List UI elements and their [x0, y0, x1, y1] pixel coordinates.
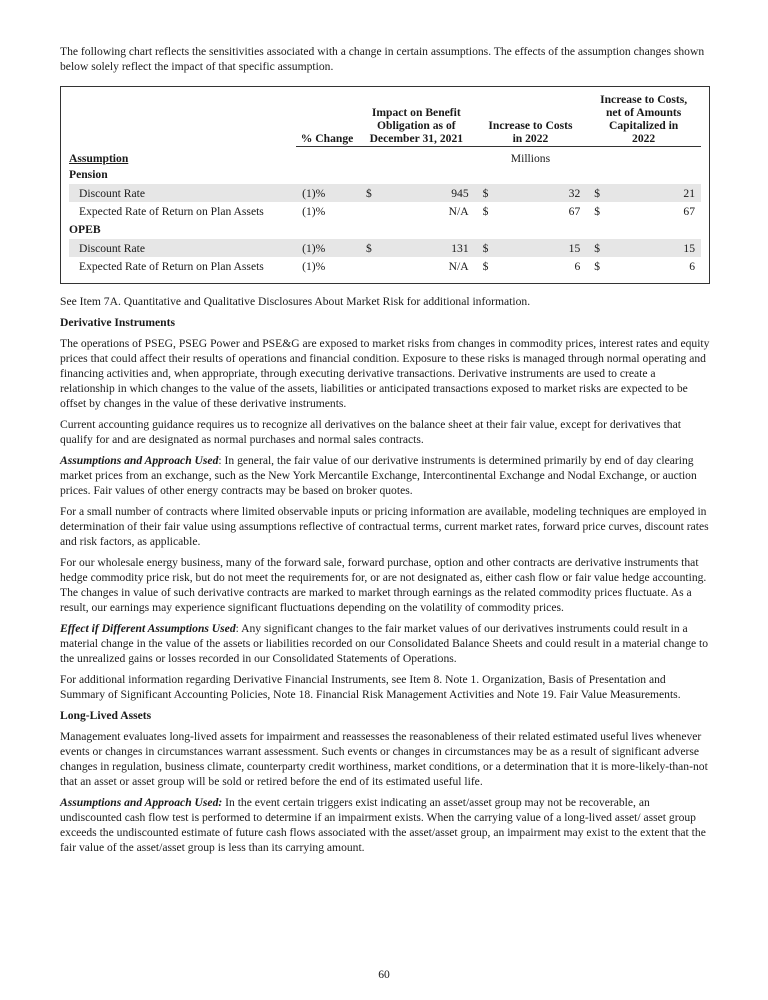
derivatives-paragraph-1: The operations of PSEG, PSEG Power and PSE&G are exposed to market risks from changes in commodity prices, interest rates and equity prices that could affect their results of operations and financial condition. Exposure to these risks is managed through normal operating and financing activities and, when appropriate, through executing derivative transactions. Derivative instruments are used to create a relationship in which changes to the value of the assets, liabilities or anticipated transactions exposed to market risks are expected to be offset by changes in the value of these derivative instruments.: [60, 337, 710, 410]
long-lived-paragraph-1: Management evaluates long-lived assets for impairment and reassesses the reasonableness of their related estimated useful lives whenever events or changes in circumstances warrant assessment. Such events or changes in circumstances may be as a result of significant adverse changes in regulation, business climate, counterparty credit worthiness, market conditions, or a determination that it is more-likely-than-not that an asset or asset group will be sold or retired before the end of its estimated useful life.: [60, 730, 708, 788]
header-net-line: 2022: [632, 132, 656, 145]
row-label: Discount Rate: [69, 184, 296, 202]
page-number: 60: [378, 968, 390, 981]
paragraph-text: In the event certain triggers exist indicating an asset/asset group may not be recoverable, an undiscounted cash flow test is performed to determine if an impairment exists. When the carrying value of a long-lived asset/ asset group exceeds the undiscounted estimate of future cash flows associated with the asset/asset group, an impairment may exist to the extent that the fair value of the asset/asset group is less than its carrying amount.: [60, 796, 706, 854]
derivatives-paragraph-7: For additional information regarding Derivative Financial Instruments, see Item 8. Note 1. Organization, Basis of Presentation and Summary of Significant Accounting Policies, Note 18. Financial Risk Management Activities and Note 19. Fair Value Measurements.: [60, 673, 681, 701]
header-net-line: net of Amounts: [605, 106, 682, 119]
derivatives-paragraph-3: [60, 453, 710, 498]
row-costs: $ 15: [475, 239, 587, 257]
row-pct: (1)%: [296, 184, 358, 202]
row-pct: (1)%: [302, 204, 326, 218]
derivatives-heading: Derivative Instruments: [60, 316, 175, 329]
header-costs-line: in 2022: [512, 132, 549, 145]
sensitivity-table: [69, 93, 701, 275]
row-costs: $ 32: [475, 184, 587, 202]
lead-phrase: Effect if Different Assumptions Used: [60, 622, 236, 635]
page-content: [60, 44, 710, 861]
assumption-label: Assumption: [69, 152, 129, 165]
paragraph-text: : In general, the fair value of our derivative instruments is determined primarily by end of day clearing market prices from an exchange, such as the New York Mercantile Exchange, Intercontinental Exchange and Nodal Exchange, or auction prices. Fair values of other energy contracts may be based on broker quotes.: [60, 454, 697, 497]
derivatives-paragraph-2: Current accounting guidance requires us to recognize all derivatives on the balance sheet at their fair value, except for derivatives that qualify for and are designated as normal purchases and normal sales contracts.: [60, 418, 681, 446]
row-pct: (1)%: [296, 239, 358, 257]
table-row: [69, 239, 701, 257]
intro-paragraph: The following chart reflects the sensitivities associated with a change in certain assumptions. The effects of the assumption changes shown below solely reflect the impact of that specific assumption.: [60, 45, 705, 73]
row-pct: (1)%: [302, 259, 326, 273]
section-name: OPEB: [69, 223, 101, 236]
row-costs: $ 6: [482, 259, 581, 273]
subheader-blank: [296, 147, 358, 166]
row-net: $ 21: [586, 184, 701, 202]
long-lived-heading: Long-Lived Assets: [60, 709, 152, 722]
long-lived-paragraph-2: [60, 795, 710, 855]
row-label: Expected Rate of Return on Plan Assets: [79, 204, 264, 218]
table-subheader-row: [69, 147, 701, 166]
row-net: $ 6: [594, 259, 695, 273]
derivatives-paragraph-4: For a small number of contracts where limited observable inputs or pricing information are available, modeling techniques are employed in determination of their fair value using assumptions reflective of contractual terms, current market rates, forward price curves, discount rates and risk factors, as applicable.: [60, 505, 709, 548]
row-costs: $ 67: [482, 204, 581, 218]
see-item-paragraph: See Item 7A. Quantitative and Qualitative Disclosures About Market Risk for additional information.: [60, 295, 531, 308]
header-blank: [69, 93, 296, 147]
header-pct-change: % Change: [296, 93, 358, 147]
table-header-row: [69, 93, 701, 147]
section-name: Pension: [69, 168, 108, 181]
units-label: Millions: [510, 152, 551, 165]
sensitivity-table-box: [60, 86, 710, 284]
header-costs: [475, 93, 587, 147]
header-impact-line: Obligation as of: [377, 119, 456, 132]
table-row: [69, 184, 701, 202]
subheader-blank: [358, 147, 475, 166]
row-label: Discount Rate: [69, 239, 296, 257]
row-net: $ 15: [586, 239, 701, 257]
row-label: Expected Rate of Return on Plan Assets: [79, 259, 264, 273]
derivatives-paragraph-5: For our wholesale energy business, many of the forward sale, forward purchase, option and other contracts are derivative instruments that hedge commodity price risk, but do not meet the requirements for, or are not designated as, either cash flow or fair value hedge accounting. The changes in value of such derivative contracts are marked to market through earnings as the related commodity prices fluctuate. As a result, our earnings may experience significant fluctuations depending on the volatility of commodity prices.: [60, 556, 707, 614]
header-impact-line: Impact on Benefit: [371, 106, 461, 119]
subheader-blank: [586, 147, 701, 166]
row-impact: N/A: [448, 204, 469, 218]
section-row-opeb: [69, 220, 701, 239]
lead-phrase: Assumptions and Approach Used:: [60, 796, 223, 809]
header-costs-line: Increase to Costs: [488, 119, 573, 132]
header-impact-line: December 31, 2021: [369, 132, 464, 145]
table-row: [69, 202, 701, 220]
row-net: $ 67: [594, 204, 695, 218]
header-net-line: Capitalized in: [609, 119, 679, 132]
row-impact: $ 131: [358, 239, 475, 257]
paragraph-text: : Any significant changes to the fair market values of our derivatives instruments could result in a material change in the value of the assets or liabilities recorded on our Consolidated Balance Sheets and could result in a material change to the unrealized gains or losses recorded in our Consolidated Statements of Operations.: [60, 622, 709, 665]
header-net-line: Increase to Costs,: [600, 93, 688, 106]
header-net: [586, 93, 701, 147]
section-row-pension: [69, 165, 701, 184]
header-impact: [358, 93, 475, 147]
row-impact: N/A: [448, 259, 469, 273]
table-row: [69, 257, 701, 275]
derivatives-paragraph-6: [60, 621, 710, 666]
row-impact: $ 945: [358, 184, 475, 202]
lead-phrase: Assumptions and Approach Used: [60, 454, 219, 467]
